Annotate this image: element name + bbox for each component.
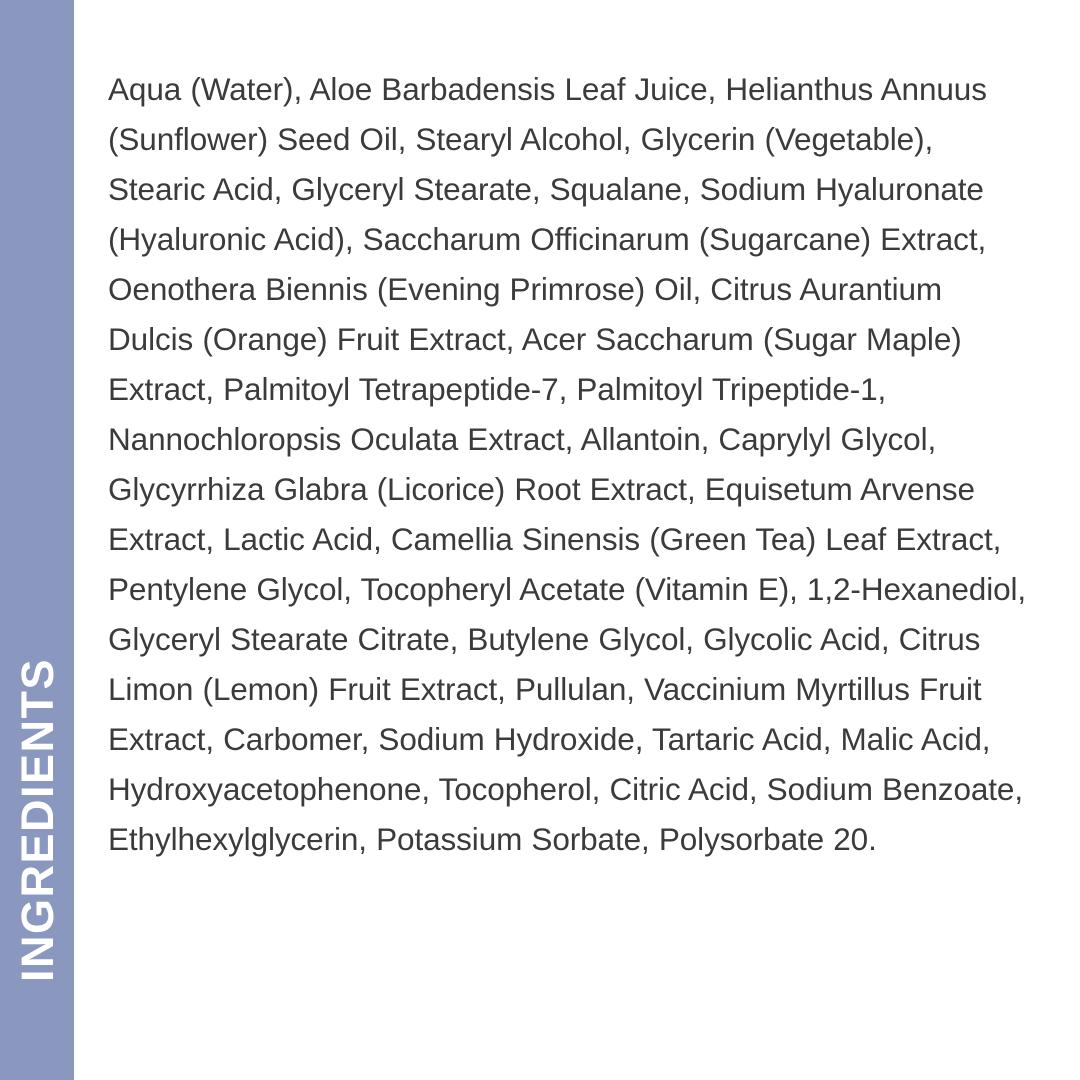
ingredients-content xyxy=(74,0,1080,1080)
ingredients-list-text: Aqua (Water), Aloe Barbadensis Leaf Juice, Helianthus Annuus (Sunflower) Seed Oil, Stearyl Alcohol, Glycerin (Vegetable), Stearic Acid, Glyceryl Stearate, Squalane, Sodium Hyaluronate (Hyaluronic Acid), Saccharum Officinarum (Sugarcane) Extract, Oenothera Biennis (Evening Primrose) Oil, Citrus Aurantium Dulcis (Orange) Fruit Extract, Acer Saccharum (Sugar Maple) Extract, Palmitoyl Tetrapeptide-7, Palmitoyl Tripeptide-1, Nannochloropsis Oculata Extract, Allantoin, Caprylyl Glycol, Glycyrrhiza Glabra (Licorice) Root Extract, Equisetum Arvense Extract, Lactic Acid, Camellia Sinensis (Green Tea) Leaf Extract, Pentylene Glycol, Tocopheryl Acetate (Vitamin E), 1,2-Hexanediol, Glyceryl Stearate Citrate, Butylene Glycol, Glycolic Acid, Citrus Limon (Lemon) Fruit Extract, Pullulan, Vaccinium Myrtillus Fruit Extract, Carbomer, Sodium Hydroxide, Tartaric Acid, Malic Acid, Hydroxyacetophenone, Tocopherol, Citric Acid, Sodium Benzoate, Ethylhexylglycerin, Potassium Sorbate, Polysorbate 20. xyxy=(108,70,1027,857)
sidebar-title: INGREDIENTS xyxy=(11,657,63,982)
sidebar-ingredients-banner xyxy=(0,0,74,1080)
